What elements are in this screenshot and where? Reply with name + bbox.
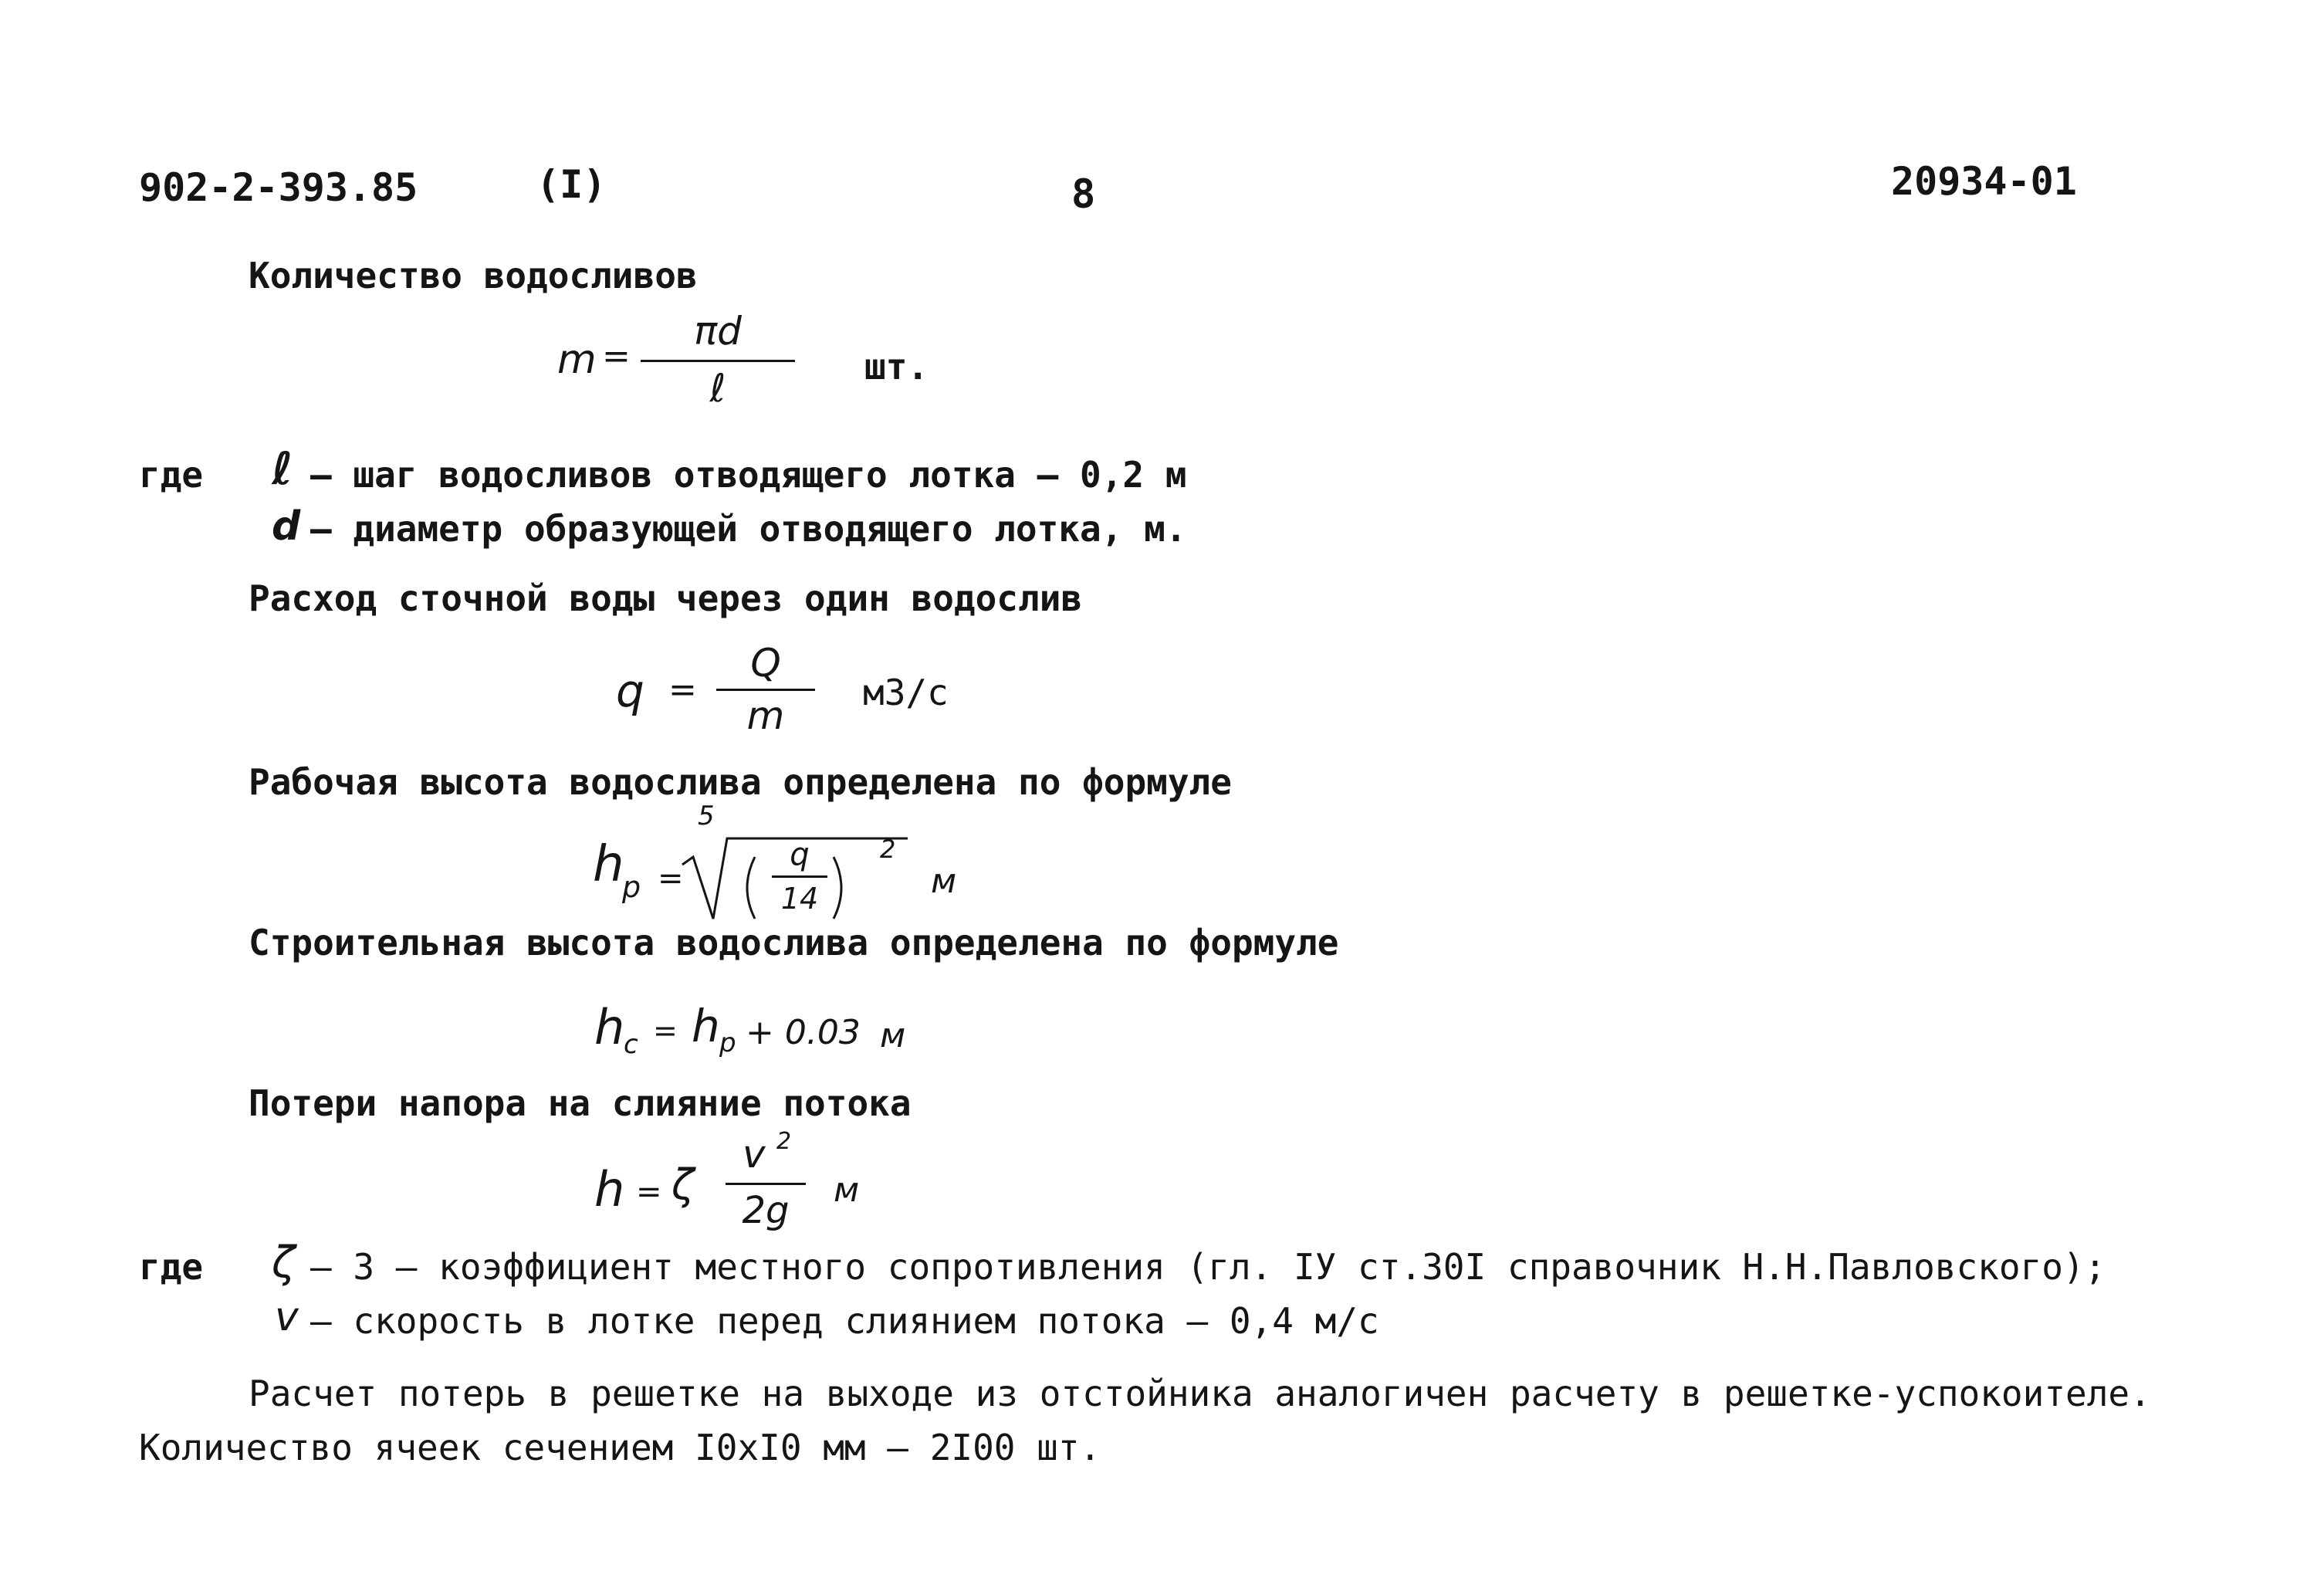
formula-rhs-subscript: p <box>719 1028 736 1058</box>
formula-denominator: m <box>746 693 785 738</box>
formula-equals: = <box>653 1014 678 1048</box>
formula-lhs: h <box>594 1161 625 1217</box>
formula-denominator: 14 <box>780 882 819 916</box>
formula-lhs: q <box>616 665 644 717</box>
definition-weir-step: – шаг водосливов отводящего лотка – 0,2 м <box>310 454 1187 496</box>
symbol-zeta: ζ <box>272 1238 296 1288</box>
document-code: 902-2-393.85 <box>139 165 418 210</box>
heading-flow-per-weir: Расход сточной воды через один водослив <box>249 577 1083 619</box>
formula-unit: м <box>880 1016 906 1055</box>
heading-weir-count: Количество водосливов <box>249 255 698 296</box>
symbol-d: d <box>272 503 301 550</box>
formula-subscript: c <box>624 1029 638 1060</box>
definition-diameter: – диаметр образующей отводящего лотка, м. <box>310 508 1187 550</box>
sheet-code: 20934-01 <box>1891 159 2077 204</box>
formula-equals: = <box>658 861 684 896</box>
formula-numerator-power: 2 <box>776 1128 792 1155</box>
definition-resistance-coefficient: – 3 – коэффициент местного сопротивления (гл. IУ ст.30I справочник Н.Н.Павловского); <box>310 1246 2106 1288</box>
formula-numerator: v <box>743 1132 766 1177</box>
formula-lhs: h <box>594 999 625 1055</box>
heading-head-loss: Потери напора на слияние потока <box>249 1082 912 1124</box>
where-label: где <box>139 1246 204 1288</box>
fraction-bar <box>641 360 795 362</box>
formula-equals: = <box>602 337 631 376</box>
paragraph-cell-count: Количество ячеек сечением I0xI0 мм – 2I00 шт. <box>139 1427 1101 1468</box>
formula-power: 2 <box>880 835 896 864</box>
formula-rhs: h <box>692 1000 720 1052</box>
page-number: 8 <box>1071 171 1096 218</box>
formula-equals: = <box>636 1174 662 1210</box>
formula-lhs: m <box>557 337 597 383</box>
heading-working-height: Рабочая высота водослива определена по формуле <box>249 761 1232 803</box>
formula-unit: м <box>834 1170 860 1210</box>
definition-velocity: – скорость в лотке перед слиянием потока – 0,4 м/с <box>310 1300 1379 1342</box>
heading-construction-height: Строительная высота водослива определена по формуле <box>249 922 1339 963</box>
formula-denominator: ℓ <box>709 366 726 411</box>
formula-unit: м3/с <box>863 672 949 713</box>
where-label: где <box>139 454 204 496</box>
formula-equals: = <box>668 670 697 709</box>
section-number: (I) <box>536 162 607 207</box>
formula-constant: + 0.03 <box>746 1013 861 1052</box>
formula-denominator: 2g <box>742 1189 790 1232</box>
formula-lhs: h <box>593 836 624 893</box>
formula-unit: шт. <box>864 346 929 388</box>
fraction-bar <box>772 875 827 878</box>
paragraph-grid-losses: Расчет потерь в решетке на выходе из отстойника аналогичен расчету в решетке-успокоителе. <box>249 1373 2151 1414</box>
fraction-bar <box>726 1183 806 1185</box>
formula-numerator: q <box>790 837 810 872</box>
root-index: 5 <box>698 801 715 831</box>
symbol-v: v <box>275 1294 299 1340</box>
formula-subscript: p <box>622 870 641 904</box>
fraction-bar <box>716 689 815 691</box>
formula-numerator: Q <box>750 641 781 686</box>
formula-numerator: πd <box>694 309 742 354</box>
formula-unit: м <box>931 862 957 901</box>
formula-coefficient: ζ <box>671 1160 695 1209</box>
symbol-l: ℓ <box>272 442 293 495</box>
